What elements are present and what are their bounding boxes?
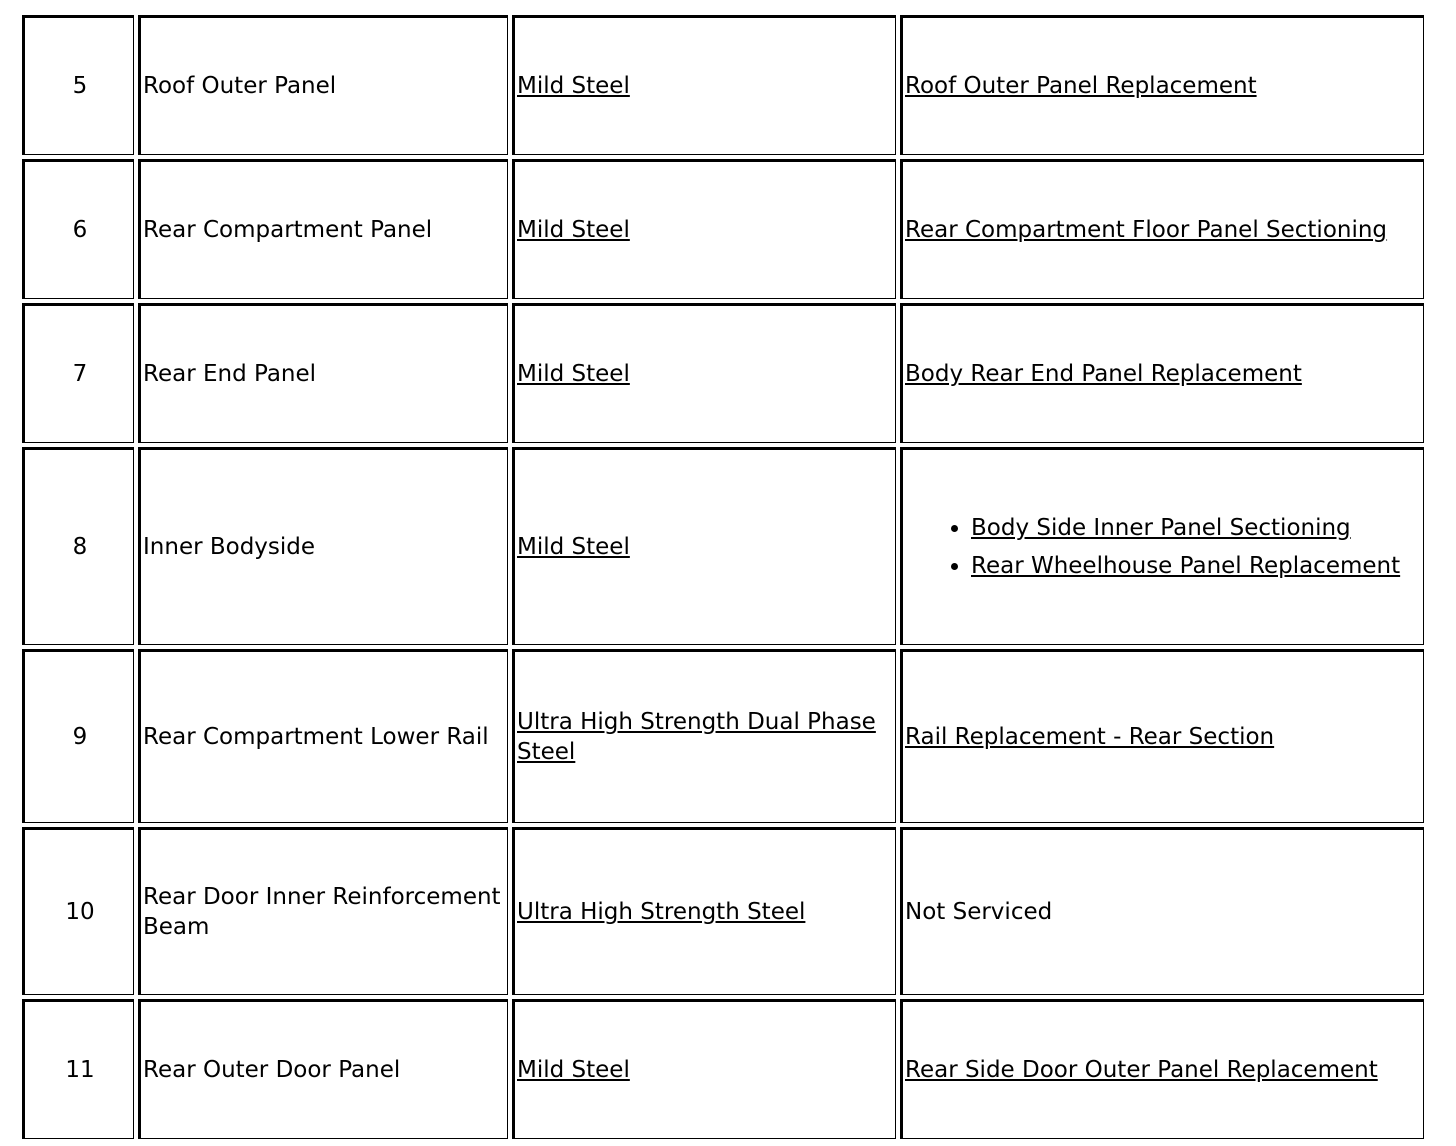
material-cell <box>512 447 896 645</box>
parts-table <box>18 11 1428 1143</box>
part-name: Rear Compartment Lower Rail <box>138 649 508 823</box>
procedure-link[interactable]: Rear Compartment Floor Panel Sectioning <box>905 217 1388 243</box>
table-row <box>22 827 1424 995</box>
row-number: 11 <box>22 999 134 1139</box>
part-name: Rear End Panel <box>138 303 508 443</box>
list-item <box>971 551 1423 581</box>
material-cell <box>512 303 896 443</box>
table-row <box>22 303 1424 443</box>
part-name: Rear Compartment Panel <box>138 159 508 299</box>
procedure-cell <box>900 649 1424 823</box>
material-cell <box>512 999 896 1139</box>
table-row <box>22 649 1424 823</box>
procedure-link[interactable]: Body Rear End Panel Replacement <box>905 361 1302 387</box>
material-link[interactable]: Mild Steel <box>517 1057 630 1083</box>
material-link[interactable]: Mild Steel <box>517 361 630 387</box>
procedure-list <box>905 513 1423 581</box>
procedure-link[interactable]: Roof Outer Panel Replacement <box>905 73 1257 99</box>
material-link[interactable]: Mild Steel <box>517 217 630 243</box>
part-name: Roof Outer Panel <box>138 15 508 155</box>
material-cell <box>512 649 896 823</box>
material-cell <box>512 15 896 155</box>
table-row <box>22 447 1424 645</box>
material-link[interactable]: Ultra High Strength Steel <box>517 899 806 925</box>
row-number: 8 <box>22 447 134 645</box>
row-number: 6 <box>22 159 134 299</box>
procedure-link[interactable]: Rail Replacement - Rear Section <box>905 724 1275 750</box>
procedure-link[interactable]: Rear Side Door Outer Panel Replacement <box>905 1057 1378 1083</box>
procedure-cell <box>900 159 1424 299</box>
procedure-link[interactable]: Rear Wheelhouse Panel Replacement <box>971 553 1401 579</box>
material-cell <box>512 827 896 995</box>
row-number: 10 <box>22 827 134 995</box>
table-row <box>22 999 1424 1139</box>
table-row <box>22 15 1424 155</box>
material-cell <box>512 159 896 299</box>
procedure-cell <box>900 447 1424 645</box>
procedure-link[interactable]: Body Side Inner Panel Sectioning <box>971 515 1351 541</box>
part-name: Rear Door Inner Reinforcement Beam <box>138 827 508 995</box>
procedure-cell <box>900 15 1424 155</box>
row-number: 5 <box>22 15 134 155</box>
row-number: 9 <box>22 649 134 823</box>
row-number: 7 <box>22 303 134 443</box>
material-link[interactable]: Mild Steel <box>517 73 630 99</box>
procedure-cell: Not Serviced <box>900 827 1424 995</box>
part-name: Rear Outer Door Panel <box>138 999 508 1139</box>
material-link[interactable]: Mild Steel <box>517 534 630 560</box>
table-row <box>22 159 1424 299</box>
procedure-cell <box>900 999 1424 1139</box>
material-link[interactable]: Ultra High Strength Dual Phase Steel <box>517 709 876 765</box>
list-item <box>971 513 1423 543</box>
part-name: Inner Bodyside <box>138 447 508 645</box>
procedure-cell <box>900 303 1424 443</box>
